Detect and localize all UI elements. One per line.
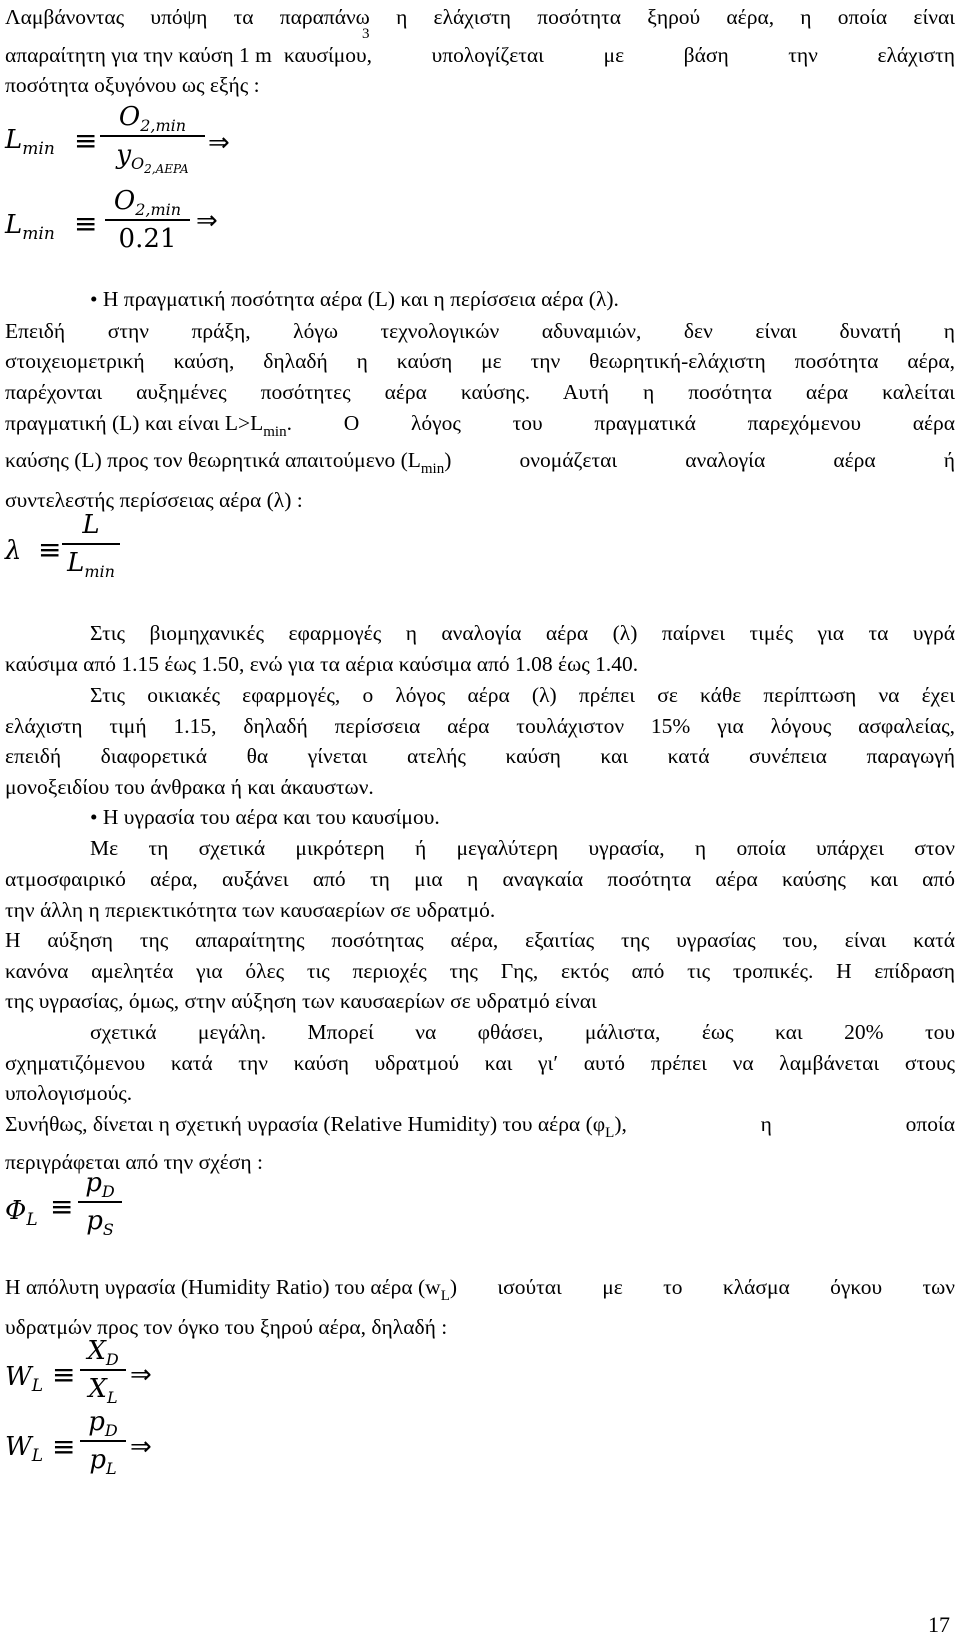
text-segment: καύσης (L) προς τον θεωρητικά απαιτούμενο (L bbox=[5, 448, 421, 472]
denominator: 0.21 bbox=[118, 224, 177, 254]
fraction-bar bbox=[105, 219, 190, 221]
superscript: 3 bbox=[362, 26, 370, 42]
fraction-bar bbox=[62, 543, 120, 545]
text-line: παρέχονται αυξημένες ποσότητες αέρα καύσης. Αυτή η ποσότητα αέρα καλείται bbox=[5, 380, 955, 404]
text-line: καύσιμα από 1.15 έως 1.50, ενώ για τα αέρια καύσιμα από 1.08 έως 1.40. bbox=[5, 652, 639, 676]
text-line: την άλλη η περιεκτικότητα των καυσαερίων σε υδρατμό. bbox=[5, 898, 496, 922]
text-line: περιγράφεται από την σχέση : bbox=[5, 1150, 263, 1174]
subscript: L bbox=[605, 1125, 615, 1141]
denominator: $X_L$ bbox=[88, 1374, 118, 1407]
text-segment: πραγματική (L) και είναι L>L bbox=[5, 411, 264, 435]
text-line: σχηματιζόμενου κατά την καύση υδρατμού και γι′ αυτό πρέπει να λαμβάνεται στους bbox=[5, 1051, 955, 1075]
text-segment: ) ισούται με το κλάσμα όγκου των bbox=[449, 1275, 955, 1299]
numerator: $O_{2,min}$ bbox=[118, 102, 187, 135]
text-line: υδρατμών προς τον όγκο του ξηρού αέρα, δηλαδή : bbox=[5, 1315, 448, 1339]
fraction-bar bbox=[80, 1369, 126, 1371]
text-line: Με τη σχετικά μικρότερη ή μεγαλύτερη υγρασία, η οποία υπάρχει στον bbox=[90, 836, 955, 860]
denominator: $L_{min}$ bbox=[67, 548, 115, 581]
fraction-bar bbox=[100, 135, 205, 137]
denominator: $y_{O2,AEPA}$ bbox=[116, 140, 189, 176]
text-line: κανόνα αμελητέα για όλες τις περιοχές της Γης, εκτός από τις τροπικές. Η επίδραση bbox=[5, 959, 955, 983]
text-line: σχετικά μεγάλη. Μπορεί να φθάσει, μάλιστα, έως και 20% του bbox=[90, 1020, 955, 1044]
numerator: $p_D$ bbox=[88, 1407, 118, 1440]
text-segment: καυσίμου, υπολογίζεται με βάση την ελάχιστη bbox=[283, 43, 955, 67]
denominator: $p_S$ bbox=[86, 1206, 114, 1239]
numerator: L bbox=[82, 510, 100, 540]
text-line: Στις βιομηχανικές εφαρμογές η αναλογία αέρα (λ) παίρνει τιμές για τα υγρά bbox=[90, 621, 955, 645]
text-line: Επειδή στην πράξη, λόγω τεχνολογικών αδυναμιών, δεν είναι δυνατή η bbox=[5, 319, 955, 343]
denominator: $p_L$ bbox=[89, 1445, 117, 1478]
text-line: συντελεστής περίσσειας αέρα (λ) : bbox=[5, 488, 303, 512]
text-line: επειδή διαφορετικά θα γίνεται ατελής καύση και κατά συνέπεια παραγωγή bbox=[5, 744, 955, 768]
numerator: $X_D$ bbox=[87, 1336, 119, 1369]
text-line: Στις οικιακές εφαρμογές, ο λόγος αέρα (λ) πρέπει σε κάθε περίπτωση να έχει bbox=[90, 683, 955, 707]
numerator: $p_D$ bbox=[85, 1168, 115, 1201]
subscript: min bbox=[420, 461, 445, 477]
fraction-bar bbox=[78, 1201, 122, 1203]
page-number: 17 bbox=[928, 1612, 950, 1637]
subscript: min bbox=[263, 424, 287, 440]
text-line bbox=[5, 410, 955, 440]
text-line: υπολογισμούς. bbox=[5, 1081, 133, 1105]
text-line bbox=[5, 1111, 955, 1141]
text-segment: ) ονομάζεται αναλογία αέρα ή bbox=[444, 448, 955, 472]
text-segment: απαραίτητη για την καύση 1 m bbox=[5, 43, 272, 67]
subscript: L bbox=[440, 1288, 450, 1304]
text-line: Η αύξηση της απαραίτητης ποσότητας αέρα, εξαιτίας της υγρασίας του, είναι κατά bbox=[5, 928, 955, 952]
text-line: ελάχιστη τιμή 1.15, δηλαδή περίσσεια αέρα τουλάχιστον 15% για λόγους ασφαλείας, bbox=[5, 714, 955, 738]
text-line bbox=[5, 1274, 955, 1304]
text-line: στοιχειομετρική καύση, δηλαδή η καύση με την θεωρητική-ελάχιστη ποσότητα αέρα, bbox=[5, 349, 955, 373]
text-line: μονοξειδίου του άνθρακα ή και άκαυστων. bbox=[5, 775, 374, 799]
bullet-item: • Η πραγματική ποσότητα αέρα (L) και η περίσσεια αέρα (λ). bbox=[90, 287, 619, 311]
text-line: Λαμβάνοντας υπόψη τα παραπάνω η ελάχιστη ποσότητα ξηρού αέρα, η οποία είναι bbox=[5, 5, 955, 29]
text-line bbox=[5, 42, 955, 68]
text-line: της υγρασίας, όμως, στην αύξηση των καυσαερίων σε υδρατμό είναι bbox=[5, 989, 597, 1013]
text-segment: ), η οποία bbox=[614, 1112, 955, 1136]
numerator: $O_{2,min}$ bbox=[113, 186, 182, 219]
text-segment: Η απόλυτη υγρασία (Humidity Ratio) του αέρα (w bbox=[5, 1275, 441, 1299]
text-segment: . Ο λόγος του πραγματικά παρεχόμενου αέρα bbox=[286, 411, 955, 435]
text-line: ποσότητα οξυγόνου ως εξής : bbox=[5, 73, 260, 97]
text-segment: Συνήθως, δίνεται η σχετική υγρασία (Relative Humidity) του αέρα (φ bbox=[5, 1112, 606, 1136]
bullet-item: • Η υγρασία του αέρα και του καυσίμου. bbox=[90, 805, 440, 829]
text-line bbox=[5, 447, 955, 477]
text-line: ατμοσφαιρικό αέρα, αυξάνει από τη μια η αναγκαία ποσότητα αέρα καύσης και από bbox=[5, 867, 955, 891]
fraction-bar bbox=[80, 1440, 126, 1442]
